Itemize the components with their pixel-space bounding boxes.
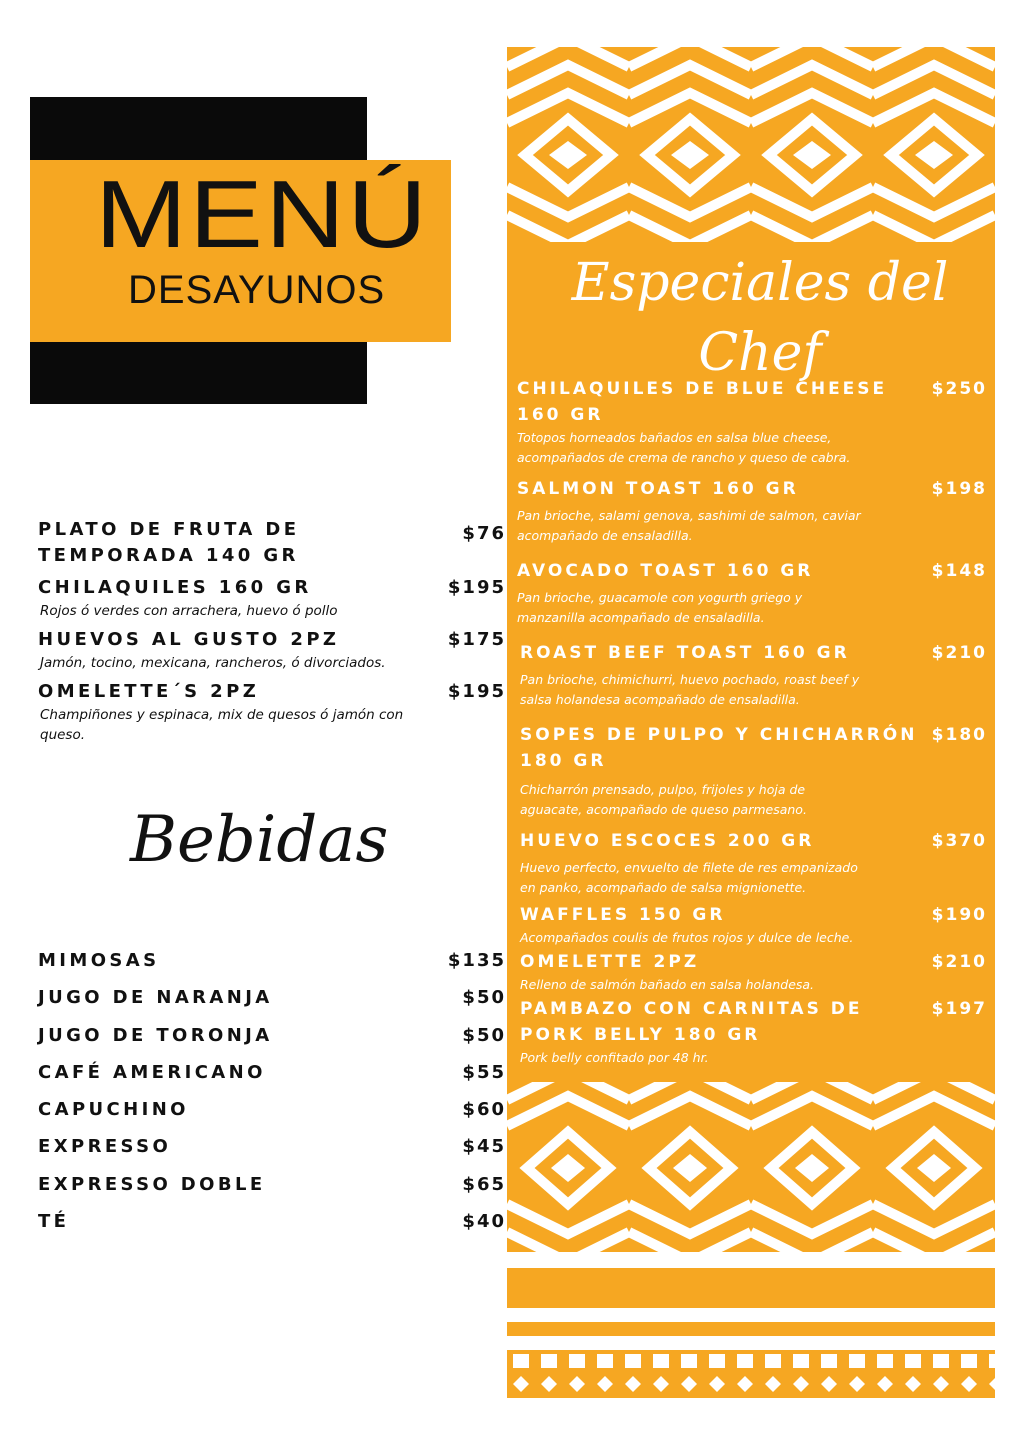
food-item: [38, 627, 506, 679]
special-item-name: CHILAQUILES DE BLUE CHEESE 160 GR: [517, 379, 888, 425]
special-item-price: $210: [931, 952, 987, 972]
special-item-description: Huevo perfecto, envuelto de filete de res empanizado en panko, acompañado de salsa mignionette.: [520, 860, 858, 895]
food-item-name: OMELETTE´S 2PZ: [38, 681, 260, 702]
drink-item-price: $50: [462, 1024, 506, 1046]
special-item-price: $198: [931, 479, 987, 499]
drink-item-name: CAPUCHINO: [38, 1099, 189, 1121]
special-item: [520, 949, 987, 996]
top-tribal-pattern: [507, 47, 995, 242]
drink-item-price: $50: [462, 987, 506, 1009]
drink-item-price: $55: [462, 1061, 506, 1083]
special-item: [520, 722, 987, 828]
special-item-description: Pan brioche, guacamole con yogurth griego y manzanilla acompañado de ensaladilla.: [517, 590, 803, 625]
drink-item-price: $65: [462, 1173, 506, 1195]
food-item-description: Rojos ó verdes con arrachera, huevo ó pollo: [40, 603, 338, 619]
special-item-description: Pan brioche, chimichurri, huevo pochado, roast beef y salsa holandesa acompañado de ensaladilla.: [520, 672, 860, 707]
food-item-description: Jamón, tocino, mexicana, rancheros, ó divorciados.: [40, 655, 386, 671]
specials-title: Especiales del Chef: [571, 253, 949, 383]
drink-item-name: CAFÉ AMERICANO: [38, 1061, 266, 1083]
special-item: [520, 996, 987, 1068]
stripe-divider: [507, 1308, 995, 1322]
special-item-name: AVOCADO TOAST 160 GR: [517, 561, 814, 581]
drink-item-name: EXPRESSO: [38, 1136, 172, 1158]
food-item-name: HUEVOS AL GUSTO 2PZ: [38, 629, 340, 650]
drink-item-name: JUGO DE NARANJA: [38, 987, 273, 1009]
special-item-description: Pork belly confitado por 48 hr.: [520, 1050, 709, 1065]
food-item-description: Champiñones y espinaca, mix de quesos ó jamón con queso.: [40, 707, 404, 743]
drink-item-name: EXPRESSO DOBLE: [38, 1173, 266, 1195]
special-item: [517, 376, 987, 476]
food-item-price: $175: [447, 629, 506, 650]
special-item: [520, 902, 987, 949]
stripe-divider: [507, 1336, 995, 1350]
drink-item: [38, 1134, 506, 1171]
drink-item: [38, 985, 506, 1022]
food-item-price: $195: [447, 577, 506, 598]
drink-item-price: $60: [462, 1099, 506, 1121]
special-item-price: $180: [931, 725, 987, 745]
special-item-price: $197: [931, 999, 987, 1019]
special-item-name: WAFFLES 150 GR: [520, 905, 726, 925]
drink-item-name: MIMOSAS: [38, 950, 160, 971]
special-item-name: SALMON TOAST 160 GR: [517, 479, 799, 499]
drink-item-name: JUGO DE TORONJA: [38, 1024, 273, 1046]
special-item-description: Acompañados coulis de frutos rojos y dulce de leche.: [520, 930, 854, 945]
food-item-price: $76: [462, 523, 506, 544]
special-item-name: HUEVO ESCOCES 200 GR: [520, 831, 815, 851]
drink-item: [38, 1172, 506, 1209]
drinks-list: [38, 948, 506, 1246]
food-list: [38, 517, 506, 751]
menu-subtitle: DESAYUNOS: [128, 268, 386, 312]
special-item: [517, 476, 987, 558]
special-item-price: $190: [931, 905, 987, 925]
drink-item: [38, 948, 506, 985]
special-item-name: PAMBAZO CON CARNITAS DE PORK BELLY 180 GR: [520, 999, 863, 1045]
stripe-divider: [507, 1252, 995, 1268]
bottom-tribal-pattern: [507, 1082, 995, 1252]
special-item-price: $148: [931, 561, 987, 581]
drink-item: [38, 1060, 506, 1097]
drink-item: [38, 1097, 506, 1134]
special-item-name: ROAST BEEF TOAST 160 GR: [520, 643, 850, 663]
special-item-price: $370: [931, 831, 987, 851]
food-item-name: CHILAQUILES 160 GR: [38, 577, 312, 598]
special-item: [520, 828, 987, 902]
special-item-description: Relleno de salmón bañado en salsa holandesa.: [520, 977, 815, 992]
special-item-description: Chicharrón prensado, pulpo, frijoles y hoja de aguacate, acompañado de queso parmesano.: [520, 782, 807, 817]
special-item-name: OMELETTE 2PZ: [520, 952, 700, 972]
drink-item-price: $45: [462, 1136, 506, 1158]
drink-item-name: TÉ: [38, 1211, 70, 1233]
drink-item-price: $135: [447, 950, 506, 971]
special-item: [517, 558, 987, 640]
special-item: [520, 640, 987, 722]
food-item: [38, 679, 506, 751]
food-item-price: $195: [447, 681, 506, 702]
special-item-name: SOPES DE PULPO Y CHICHARRÓN 180 GR: [520, 725, 918, 771]
specials-list: [517, 376, 987, 1068]
food-item-name: PLATO DE FRUTA DE TEMPORADA 140 GR: [38, 519, 300, 566]
special-item-price: $210: [931, 643, 987, 663]
food-item: [38, 517, 506, 569]
food-item: [38, 575, 506, 627]
bottom-dash-pattern: [507, 1350, 995, 1409]
special-item-description: Totopos horneados bañados en salsa blue cheese, acompañados de crema de rancho y queso de cabra.: [517, 430, 851, 465]
special-item-price: $250: [931, 379, 987, 399]
drink-item: [38, 1023, 506, 1060]
drink-item-price: $40: [462, 1211, 506, 1233]
menu-title: MENÚ: [95, 161, 430, 268]
bebidas-title: Bebidas: [130, 803, 389, 877]
special-item-description: Pan brioche, salami genova, sashimi de salmon, caviar acompañado de ensaladilla.: [517, 508, 861, 543]
drink-item: [38, 1209, 506, 1246]
